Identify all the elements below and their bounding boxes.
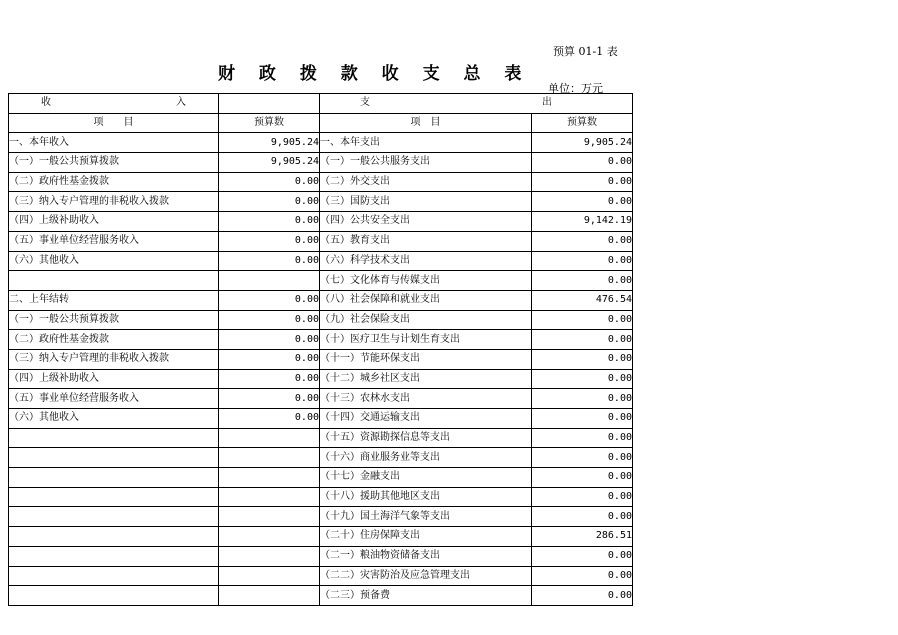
expense-item-cell: （二二）灾害防治及应急管理支出	[320, 566, 532, 586]
income-item-cell: 二、上年结转	[9, 290, 219, 310]
income-item-cell	[9, 527, 219, 547]
section-header-row	[9, 94, 633, 114]
expense-item-cell: （九）社会保险支出	[320, 310, 532, 330]
income-item-cell	[9, 448, 219, 468]
page-title: 财 政 拨 款 收 支 总 表	[218, 64, 531, 84]
expense-budget-cell: 0.00	[532, 566, 633, 586]
income-budget-cell: 0.00	[219, 389, 320, 409]
expense-budget-cell: 0.00	[532, 369, 633, 389]
income-header	[9, 94, 219, 114]
income-item-cell	[9, 546, 219, 566]
income-budget-cell: 0.00	[219, 409, 320, 429]
income-header-char-2: 入	[176, 97, 186, 109]
table-row	[9, 546, 633, 566]
table-row	[9, 192, 633, 212]
expense-item-cell: （十四）交通运输支出	[320, 409, 532, 429]
table-row	[9, 586, 633, 606]
budget-table	[8, 93, 633, 606]
expense-item-cell: （十一）节能环保支出	[320, 349, 532, 369]
col-item-expense: 项 目	[320, 113, 532, 133]
income-item-cell: （四）上级补助收入	[9, 212, 219, 232]
expense-item-cell: （十七）金融支出	[320, 468, 532, 488]
col-item-income: 项 目	[9, 113, 219, 133]
expense-item-cell: （十八）援助其他地区支出	[320, 487, 532, 507]
expense-item-cell: （十二）城乡社区支出	[320, 369, 532, 389]
income-budget-cell	[219, 586, 320, 606]
income-budget-cell: 0.00	[219, 369, 320, 389]
income-budget-cell: 0.00	[219, 290, 320, 310]
expense-budget-cell: 0.00	[532, 172, 633, 192]
expense-budget-cell: 0.00	[532, 153, 633, 173]
expense-item-cell: （十五）资源勘探信息等支出	[320, 428, 532, 448]
table-row	[9, 172, 633, 192]
expense-item-cell: （二）外交支出	[320, 172, 532, 192]
expense-budget-cell: 9,142.19	[532, 212, 633, 232]
table-row	[9, 271, 633, 291]
income-item-cell: 一、本年收入	[9, 133, 219, 153]
table-row	[9, 369, 633, 389]
expense-budget-cell: 0.00	[532, 448, 633, 468]
col-budget-income: 预算数	[219, 113, 320, 133]
income-item-cell	[9, 428, 219, 448]
expense-item-cell: （七）文化体育与传媒支出	[320, 271, 532, 291]
income-budget-cell	[219, 546, 320, 566]
income-item-cell: （五）事业单位经营服务收入	[9, 389, 219, 409]
table-row	[9, 349, 633, 369]
expense-item-cell: （一）一般公共服务支出	[320, 153, 532, 173]
income-item-cell: （五）事业单位经营服务收入	[9, 231, 219, 251]
expense-budget-cell: 0.00	[532, 586, 633, 606]
expense-budget-cell: 0.00	[532, 389, 633, 409]
expense-budget-cell: 0.00	[532, 349, 633, 369]
income-item-cell: （二）政府性基金拨款	[9, 172, 219, 192]
table-row	[9, 389, 633, 409]
income-item-cell	[9, 468, 219, 488]
table-row	[9, 468, 633, 488]
income-budget-cell: 0.00	[219, 330, 320, 350]
table-row	[9, 527, 633, 547]
income-item-cell: （二）政府性基金拨款	[9, 330, 219, 350]
income-budget-cell	[219, 468, 320, 488]
income-budget-cell: 0.00	[219, 192, 320, 212]
table-row	[9, 290, 633, 310]
table-row	[9, 448, 633, 468]
income-budget-cell: 0.00	[219, 310, 320, 330]
income-budget-cell: 0.00	[219, 172, 320, 192]
income-item-cell	[9, 586, 219, 606]
income-item-cell: （四）上级补助收入	[9, 369, 219, 389]
income-budget-cell	[219, 448, 320, 468]
income-item-cell	[9, 271, 219, 291]
unit-label: 单位：万元	[548, 82, 603, 95]
expense-item-cell: （六）科学技术支出	[320, 251, 532, 271]
expense-budget-cell: 0.00	[532, 251, 633, 271]
expense-header-char-2: 出	[542, 97, 552, 109]
expense-budget-cell: 0.00	[532, 409, 633, 429]
column-header-row	[9, 113, 633, 133]
expense-item-cell: （十六）商业服务业等支出	[320, 448, 532, 468]
expense-item-cell: （二一）粮油物资储备支出	[320, 546, 532, 566]
income-item-cell	[9, 487, 219, 507]
income-budget-cell: 0.00	[219, 212, 320, 232]
income-item-cell: （三）纳入专户管理的非税收入拨款	[9, 192, 219, 212]
income-budget-cell: 0.00	[219, 231, 320, 251]
expense-item-cell: （十九）国土海洋气象等支出	[320, 507, 532, 527]
expense-budget-cell: 0.00	[532, 330, 633, 350]
income-item-cell: （三）纳入专户管理的非税收入拨款	[9, 349, 219, 369]
income-budget-cell	[219, 487, 320, 507]
col-budget-expense: 预算数	[532, 113, 633, 133]
expense-item-cell: （八）社会保障和就业支出	[320, 290, 532, 310]
income-budget-cell: 0.00	[219, 349, 320, 369]
expense-item-cell: （四）公共安全支出	[320, 212, 532, 232]
expense-item-cell: （五）教育支出	[320, 231, 532, 251]
table-row	[9, 231, 633, 251]
expense-budget-cell: 0.00	[532, 428, 633, 448]
income-budget-cell	[219, 428, 320, 448]
expense-item-cell: （二十）住房保障支出	[320, 527, 532, 547]
form-number: 预算 01-1 表	[553, 45, 618, 58]
table-row	[9, 487, 633, 507]
expense-header-char-1: 支	[360, 97, 370, 109]
income-item-cell	[9, 566, 219, 586]
expense-budget-cell: 0.00	[532, 546, 633, 566]
expense-item-cell: 一、本年支出	[320, 133, 532, 153]
table-row	[9, 409, 633, 429]
expense-budget-cell: 0.00	[532, 487, 633, 507]
table-row	[9, 566, 633, 586]
expense-item-cell: （三）国防支出	[320, 192, 532, 212]
expense-budget-cell: 0.00	[532, 231, 633, 251]
expense-item-cell: （十三）农林水支出	[320, 389, 532, 409]
income-budget-cell	[219, 527, 320, 547]
income-item-cell: （六）其他收入	[9, 409, 219, 429]
income-item-cell: （一）一般公共预算拨款	[9, 153, 219, 173]
expense-budget-cell: 9,905.24	[532, 133, 633, 153]
income-header-char-1: 收	[41, 97, 51, 109]
expense-budget-cell: 0.00	[532, 310, 633, 330]
table-row	[9, 330, 633, 350]
expense-budget-cell: 0.00	[532, 507, 633, 527]
income-budget-cell: 9,905.24	[219, 133, 320, 153]
table-row	[9, 212, 633, 232]
expense-item-cell: （二三）预备费	[320, 586, 532, 606]
expense-budget-cell: 286.51	[532, 527, 633, 547]
income-header-blank	[219, 94, 320, 114]
income-budget-cell: 9,905.24	[219, 153, 320, 173]
income-item-cell: （六）其他收入	[9, 251, 219, 271]
income-budget-cell	[219, 507, 320, 527]
income-item-cell: （一）一般公共预算拨款	[9, 310, 219, 330]
table-row	[9, 428, 633, 448]
expense-budget-cell: 0.00	[532, 271, 633, 291]
table-row	[9, 153, 633, 173]
table-row	[9, 133, 633, 153]
income-budget-cell	[219, 271, 320, 291]
expense-header	[320, 94, 633, 114]
table-row	[9, 310, 633, 330]
table-row	[9, 507, 633, 527]
income-budget-cell: 0.00	[219, 251, 320, 271]
table-row	[9, 251, 633, 271]
expense-budget-cell: 476.54	[532, 290, 633, 310]
expense-item-cell: （十）医疗卫生与计划生育支出	[320, 330, 532, 350]
income-budget-cell	[219, 566, 320, 586]
income-item-cell	[9, 507, 219, 527]
expense-budget-cell: 0.00	[532, 192, 633, 212]
expense-budget-cell: 0.00	[532, 468, 633, 488]
